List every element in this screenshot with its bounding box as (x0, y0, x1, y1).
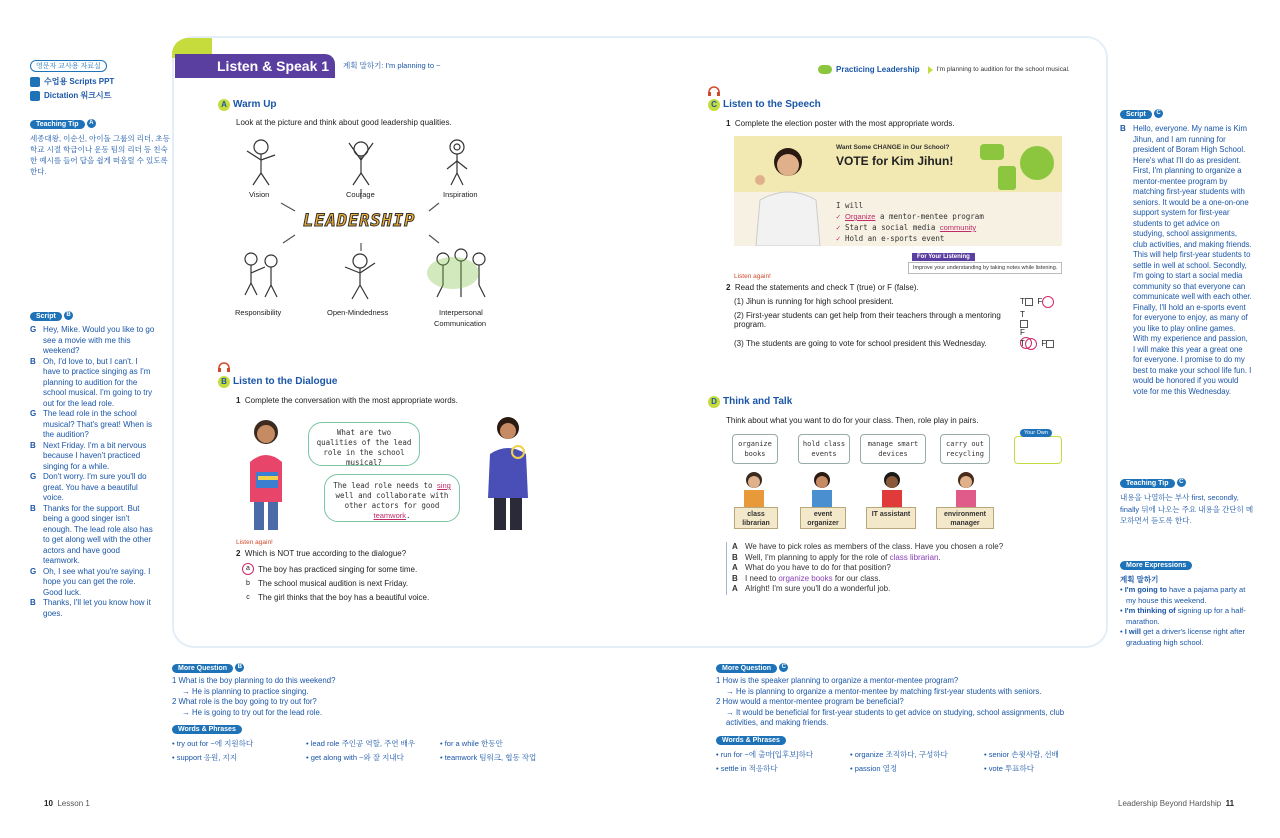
for-listening-text: Improve your understanding by taking notes while listening. (908, 262, 1062, 274)
mq-b-1-answer: → He is planning to practice singing. (182, 686, 309, 696)
candidate-illustration (746, 140, 826, 246)
statement-1: (1) Jihun is running for high school president. T F (734, 297, 1064, 311)
more-expressions: More Expressions 계획 말하기 • I'm going to have a pajama party at my house this weekend. • I'm thinking of signing up for a half-marathon. • I will get a driver's license right after graduating high school. (1120, 560, 1255, 648)
dialogue-line-2: B Well, I'm planning to apply for the role of class librarian. (732, 552, 941, 562)
role-sign-2: event organizer (800, 507, 846, 529)
leadership-illustration (225, 133, 505, 333)
more-expr-item: • I'm thinking of signing up for a half-marathon. (1120, 606, 1246, 626)
section-d-header: D Think and Talk (708, 396, 792, 408)
mq-b-1: 1 What is the boy planning to do this weekend? (172, 676, 336, 685)
gamepad-icon (980, 144, 1004, 160)
mq-c-2-answer: → It would be beneficial for first-year students to get advice on studying, school assignments, club activities, and making friends. (726, 707, 1065, 727)
dialogue-line-3: A What do you have to do for that position? (732, 563, 891, 572)
dictation-icon (30, 91, 40, 101)
section-b-q2: 2 Which is NOT true according to the dialogue? (236, 549, 407, 558)
mq-c-1: 1 How is the speaker planning to organize a mentor-mentee program? (716, 676, 959, 685)
words-c-grid (716, 749, 1116, 774)
word-c-5: • passion 열정 (850, 763, 898, 773)
script-b-line: B Thanks, I'll let you know how it goes. (30, 598, 151, 618)
answer-sing: sing (437, 481, 451, 490)
poster-fill-community: community (939, 223, 977, 232)
dialogue-line-1: A We have to pick roles as members of the class. Have you chosen a role? (732, 542, 1004, 551)
mq-c-1-answer: → He is planning to organize a mentor-mentee by matching first-year students with seniors. (726, 686, 1042, 696)
script-b-line: B Next Friday. I'm a bit nervous because I haven't practiced singing for a while. (30, 440, 147, 471)
resource-pill[interactable]: 영문자 교사용 자료실 (30, 60, 107, 72)
answer-teamwork: teamwork (373, 511, 406, 520)
for-listening-label: For Your Listening (912, 253, 975, 261)
word-c-4: • settle in 적응하다 (716, 763, 778, 773)
more-expr-item: • I'm going to have a pajama party at my house this weekend. (1120, 585, 1246, 605)
word-b-4: • support 응원, 지지 (172, 753, 237, 762)
election-poster (734, 136, 1062, 246)
leadership-figures-svg (225, 133, 505, 333)
community-icon (1020, 146, 1054, 180)
dialogue-line-5: A Alright! I'm sure you'll do a wonderful job. (732, 584, 891, 593)
task-card-3: manage smart devices (860, 434, 926, 464)
boy-illustration (478, 412, 540, 530)
students-illustration (730, 470, 1070, 510)
page-number-right: 11 (1225, 799, 1235, 808)
tf-check-1[interactable]: T F (1020, 296, 1054, 308)
poster-fill-organize: Organize (845, 212, 876, 221)
practicing-leadership: Practicing Leadership I'm planning to audition for the school musical. (818, 65, 1070, 74)
script-b-line: B Thanks for the support. But being a good singer isn't enough. The lead role also has to get along well with the other actors and have good teamwork. (30, 503, 153, 565)
courage-figure (349, 142, 373, 185)
words-b-grid (172, 738, 642, 763)
more-expr-list (1120, 585, 1255, 648)
task-card-2: hold class events (798, 434, 850, 464)
script-c: Script C B Hello, everyone. My name is Kim Jihun, and I am running for president of Boram High School. Here's what I'll do as president. First, I'm planning to organize a mentor-mentee program by matching first-year students with seniors. It would be a one-on-one support system for first-year students to get advice on studying, school assignments, club activities, and making friends. This will help first-year students to settle in well at school. Secondly, I'm going to start a social media community so that everyone can communicate well with each other. Finally, I'll hold an e-sports event for everyone to enjoy, as many of you like to play online games. With my experience and passion, I will make this year a great one for everyone. I promise to do my best to make your school life fun. I would be honored if you would vote for me this Wednesday. (1120, 110, 1252, 396)
listen-again-c: Listen again! (734, 273, 771, 280)
header-title-bar (175, 54, 335, 78)
more-expr-item: • I will get a driver's license right after graduating high school. (1120, 627, 1245, 647)
section-a-header: A Warm Up (218, 99, 277, 111)
footer-left (44, 799, 90, 808)
script-b: Script B G Hey, Mike. Would you like to go see a movie with me this weekend? B Oh, I'd love to, but I can't. I have to practice singing as I'm planning to audition for the school musical. I'm going to try out for the lead role. G The lead role in the school musical? That's great! When is the audition? B Next Friday. I'm a bit nervous because I haven't practiced singing for a while. G Don't worry. I'm sure you'll do great. You have a beautiful voice. B Thanks for the support. But being a good singer isn't enough. The lead role also has to get along well with the other actors and have good teamwork. G Oh, I see what you're saying. I hope you can get the role. Good luck. B Thanks, I'll let you know how it goes. (30, 311, 157, 619)
tf-check-2[interactable]: T F (1020, 310, 1032, 349)
headphone-icon[interactable] (218, 362, 230, 374)
leadership-word: LEADERSHIP (303, 211, 416, 231)
section-d-dialogue (726, 542, 1003, 595)
quality-open-mindedness: Open-Mindedness (327, 308, 389, 317)
openmind-figure (345, 254, 375, 299)
poster-top: Want Some CHANGE in Our School? (836, 144, 950, 151)
teaching-tip-a-text: 세종대왕, 이순신, 아이돌 그룹의 리더, 초등학교 시절 학급이나 운동 팀의 리더 등 친숙한 예시를 들어 답을 쉽게 떠올릴 수 있도록 한다. (30, 134, 170, 176)
listen-again-b: Listen again! (236, 539, 273, 546)
mq-b-2: 2 What role is the boy going to try out for? (172, 697, 317, 706)
option-c[interactable]: c The girl thinks that the boy has a beautiful voice. (246, 592, 430, 602)
section-b-header: B Listen to the Dialogue (218, 376, 337, 388)
word-c-3: • senior 손윗사람, 선배 (984, 749, 1059, 759)
section-c-q2: 2 Read the statements and check T (true) or F (false). (726, 283, 919, 292)
dialogue-line-4: B I need to organize books for our class. (732, 573, 881, 583)
section-a-instruction: Look at the picture and think about good leadership qualities. (236, 118, 452, 127)
quality-vision: Vision (249, 190, 270, 199)
bubble-question: What are two qualities of the lead role in the school musical? (308, 422, 420, 466)
page-title: Listen & Speak 1 (217, 58, 330, 74)
section-c-q1: 1 Complete the election poster with the most appropriate words. (726, 119, 955, 128)
section-b-options (242, 562, 429, 604)
quality-interpersonal: Interpersonal (439, 308, 483, 317)
section-b-q1: 1 Complete the conversation with the most appropriate words. (236, 396, 458, 405)
resource-dictation[interactable]: Dictation 워크시트 (30, 90, 165, 101)
statement-2: (2) First-year students can get help from their teachers through a mentoring program. T F (734, 311, 1014, 325)
footer-right (1118, 799, 1234, 808)
your-own-label: Your Own (1020, 429, 1052, 437)
word-c-1: • run for ~에 출마[입후보]하다 (716, 749, 814, 759)
option-b[interactable]: b The school musical audition is next Friday. (246, 578, 409, 588)
vision-figure (247, 140, 275, 185)
tf-statements (734, 297, 1064, 353)
mq-c-2: 2 How would a mentor-mentee program be beneficial? (716, 697, 904, 706)
left-sidebar (30, 60, 170, 177)
more-question-b: More Question B 1 What is the boy planning to do this weekend? → He is planning to practice singing. 2 What role is the boy going to try out for? → He is going to try out for the lead role. Words & Phrases • try out for ~에 지원하다 • lead role 주인공 역할, 주연 배우 • for a while 한동안 • support 응원, 지지 • get along with ~와 잘 지내다 • teamwork 팀워크, 협동 작업 (172, 663, 642, 763)
page-subtitle: 계획 말하기: I'm planning to ~ (343, 61, 441, 70)
script-b-line: G Hey, Mike. Would you like to go see a movie with me this weekend? (30, 325, 155, 355)
quality-courage: Courage (346, 190, 375, 199)
script-b-line: G Oh, I see what you're saying. I hope you can get the role. Good luck. (30, 566, 151, 597)
role-sign-4: environment manager (936, 507, 994, 529)
page-number-left: 10 (44, 799, 53, 808)
script-b-line: G Don't worry. I'm sure you'll do great. You have a beautiful voice. (30, 472, 147, 502)
option-a[interactable]: a The boy has practiced singing for some time. (242, 562, 429, 576)
poster-title: VOTE for Kim Jihun! (836, 154, 954, 168)
word-c-6: • vote 투표하다 (984, 763, 1034, 773)
word-b-3: • for a while 한동안 (440, 739, 503, 748)
triangle-icon (928, 66, 933, 74)
poster-list: I will ✓ Organize a mentor-mentee program ✓ Start a social media community ✓ Hold an e-sports event (836, 201, 984, 243)
responsibility-figure (245, 253, 277, 297)
teaching-tip-c: Teaching Tip C 내용을 나열하는 부사 first, secondly, finally 뒤에 나오는 주요 내용을 간단히 메모하면서 듣도록 한다. (1120, 479, 1254, 525)
phone-icon (998, 166, 1016, 190)
ppt-icon (30, 77, 40, 87)
quality-responsibility: Responsibility (235, 308, 282, 317)
quality-communication: Communication (434, 319, 487, 328)
role-sign-3: IT assistant (866, 507, 916, 529)
word-b-5: • get along with ~와 잘 지내다 (306, 753, 404, 762)
task-card-your-own[interactable] (1014, 436, 1062, 464)
task-card-4: carry out recycling (940, 434, 990, 464)
inspiration-figure (447, 140, 467, 185)
task-card-1: organize books (732, 434, 778, 464)
role-sign-1: class librarian (734, 507, 778, 529)
section-d-instruction: Think about what you want to do for your class. Then, role play in pairs. (726, 416, 979, 425)
script-c-text: B Hello, everyone. My name is Kim Jihun, and I am running for president of Boram High School. Here's what I'll do as president. First, I'm planning to organize a mentor-mentee program by matching first-year students with seniors. It would be a one-on-one support system for first-year students to get advice on studying, school assignments, club activities, and making friends. This will help first-year students to settle in well at school. Secondly, I'm going to start a social media community so that everyone can communicate well with each other. Finally, I'll hold an e-sports event for everyone to enjoy, as many of you like to play online games. With my experience and passion, I will make this year a great one for everyone. I promise to do my best to make your school life fun. I would be honored if you would vote for me this Wednesday. (1120, 124, 1252, 396)
leaf-icon (818, 65, 832, 74)
script-b-line: G The lead role in the school musical? That's great! When is the audition? (30, 409, 152, 439)
script-b-lines (30, 325, 157, 619)
chapter-title: Leadership Beyond Hardship (1118, 799, 1222, 808)
mq-b-2-answer: → He is going to try out for the lead role. (182, 707, 322, 717)
quality-inspiration: Inspiration (443, 190, 478, 199)
lesson-label: Lesson 1 (57, 799, 90, 808)
girl-illustration (236, 412, 296, 530)
bubble-answer: The lead role needs to sing well and collaborate with other actors for good teamwork. (324, 474, 460, 522)
tf-check-3[interactable]: T F (1020, 338, 1054, 350)
word-b-1: • try out for ~에 지원하다 (172, 739, 254, 748)
headphone-icon-c[interactable] (708, 86, 720, 98)
more-question-c: More Question C 1 How is the speaker planning to organize a mentor-mentee program? → He is planning to organize a mentor-mentee by matching first-year students with seniors. 2 How would a mentor-mentee program be beneficial? → It would be beneficial for first-year students to get advice on studying, school assignments, club activities, and making friends. Words & Phrases • run for ~에 출마[입후보]하다 • organize 조직하다, 구성하다 • senior 손윗사람, 선배 • settle in 적응하다 • passion 열정 • vote 투표하다 (716, 663, 1116, 774)
section-c-header: C Listen to the Speech (708, 99, 821, 111)
teaching-tip-a: Teaching Tip A 세종대왕, 이순신, 아이돌 그룹의 리더, 초등학교 시절 학급이나 운동 팀의 리더 등 친숙한 예시를 들어 답을 쉽게 떠올릴 수 있도록 한다. (30, 120, 170, 176)
statement-3: (3) The students are going to vote for school president this Wednesday. T F (734, 339, 1064, 353)
word-c-2: • organize 조직하다, 구성하다 (850, 749, 948, 759)
word-b-2: • lead role 주인공 역할, 주연 배우 (306, 739, 416, 748)
resource-ppt[interactable]: 수업용 Scripts PPT (30, 76, 165, 87)
word-b-6: • teamwork 팀워크, 협동 작업 (440, 753, 537, 762)
script-b-line: B Oh, I'd love to, but I can't. I have to practice singing as I'm planning to audition for the school musical. I'm going to try out for the lead role. (30, 356, 153, 408)
